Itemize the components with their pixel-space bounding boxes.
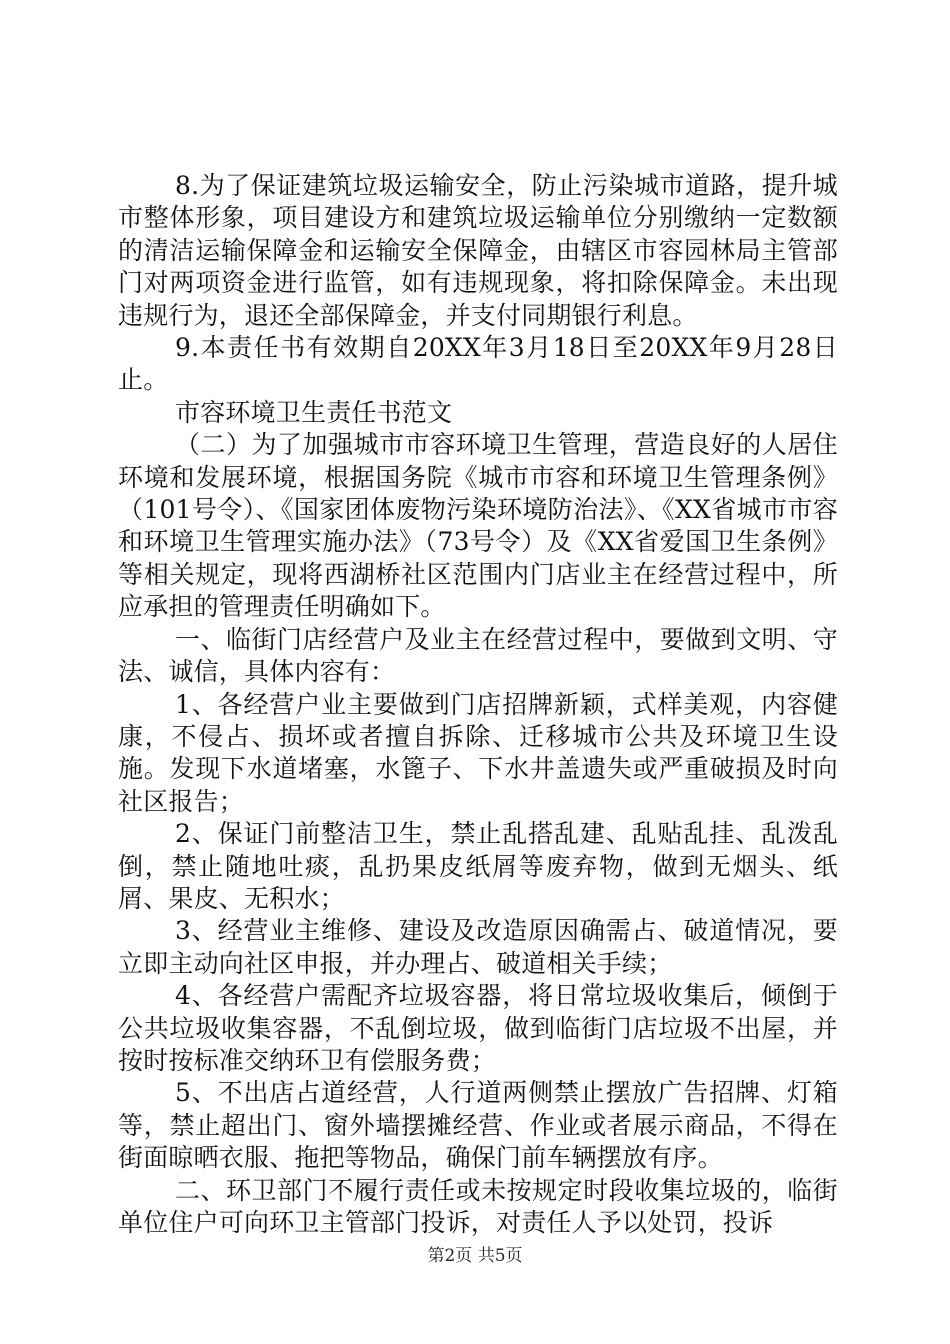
paragraph-item-8: 8.为了保证建筑垃圾运输安全，防止污染城市道路，提升城市整体形象，项目建设方和建筑垃圾运输单位分别缴纳一定数额的清洁运输保障金和运输安全保障金，由辖区市容园林局主管部门对两项资金进行监管，如有违规现象，将扣除保障金。未出现违规行为，退还全部保障金，并支付同期银行利息。	[118, 171, 838, 330]
document-body	[118, 170, 838, 1239]
paragraph-rule-3: 3、经营业主维修、建设及改造原因确需占、破道情况，要立即主动向社区申报，并办理占、破道相关手续；	[118, 916, 838, 978]
paragraph-rule-4: 4、各经营户需配齐垃圾容器，将日常垃圾收集后，倾倒于公共垃圾收集容器，不乱倒垃圾，做到临街门店垃圾不出屋，并按时按标准交纳环卫有偿服务费；	[118, 981, 838, 1075]
paragraph-rule-5: 5、不出店占道经营，人行道两侧禁止摆放广告招牌、灯箱等，禁止超出门、窗外墙摆摊经营、作业或者展示商品，不得在街面晾晒衣服、拖把等物品，确保门前车辆摆放有序。	[118, 1078, 838, 1173]
paragraph-section-two: 二、环卫部门不履行责任或未按规定时段收集垃圾的，临街单位住户可向环卫主管部门投诉，对责任人予以处罚，投诉	[118, 1175, 838, 1237]
paragraph-intro: （二）为了加强城市市容环境卫生管理，营造良好的人居住环境和发展环境，根据国务院《城市市容和环境卫生管理条例》（101号令）、《国家团体废物污染环境防治法》、《XX省城市市容和环境卫生管理实施办法》（73号令）及《XX省爱国卫生条例》等相关规定，现将西湖桥社区范围内门店业主在经营过程中，所应承担的管理责任明确如下。	[118, 430, 838, 622]
section-title: 市容环境卫生责任书范文	[175, 397, 453, 427]
page-number-footer: 第2页 共5页	[427, 1246, 523, 1266]
paragraph-rule-1: 1、各经营户业主要做到门店招牌新颖，式样美观，内容健康，不侵占、损坏或者擅自拆除、迁移城市公共及环境卫生设施。发现下水道堵塞，水篦子、下水井盖遗失或严重破损及时向社区报告；	[118, 689, 838, 816]
paragraph-section-one: 一、临街门店经营户及业主在经营过程中，要做到文明、守法、诚信，具体内容有：	[118, 624, 838, 687]
paragraph-item-9: 9.本责任书有效期自20XX年3月18日至20XX年9月28日止。	[118, 333, 838, 395]
paragraph-rule-2: 2、保证门前整洁卫生，禁止乱搭乱建、乱贴乱挂、乱泼乱倒，禁止随地吐痰，乱扔果皮纸屑等废弃物，做到无烟头、纸屑、果皮、无积水；	[118, 819, 838, 913]
